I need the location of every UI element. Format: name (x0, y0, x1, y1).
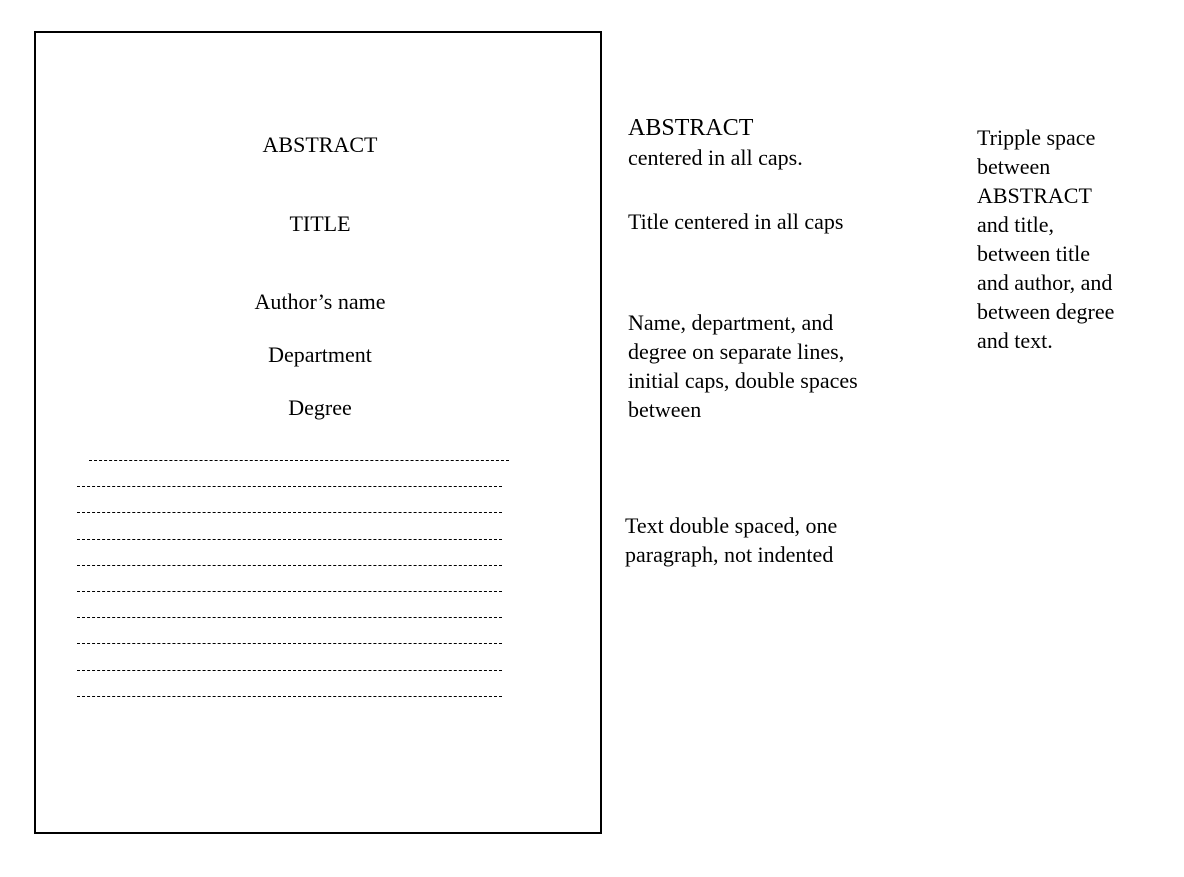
note-line: degree on separate lines, (628, 339, 845, 364)
note-line: between degree (977, 299, 1115, 324)
text-placeholder-line (77, 617, 502, 620)
note-text-spacing (625, 511, 837, 569)
page-abstract-heading: ABSTRACT (262, 132, 378, 157)
page-department: Department (268, 342, 372, 367)
note-abstract (628, 114, 803, 172)
note-line: and title, (977, 212, 1054, 237)
note-abstract-text: centered in all caps. (628, 145, 803, 170)
note-line: between title (977, 241, 1091, 266)
text-placeholder-line (77, 591, 502, 594)
text-placeholder-line (77, 565, 502, 568)
note-triple-space (977, 123, 1114, 355)
note-line: Tripple space (977, 125, 1096, 150)
note-line: Name, department, and (628, 310, 834, 335)
note-line: ABSTRACT (977, 183, 1092, 208)
page-author-name: Author’s name (254, 289, 386, 314)
note-line: and text. (977, 328, 1053, 353)
text-placeholder-line (77, 643, 502, 646)
text-placeholder-line (89, 460, 509, 463)
note-name-department-degree (628, 308, 858, 424)
note-line: Text double spaced, one (625, 513, 838, 538)
text-placeholder-line (77, 486, 502, 489)
note-abstract-heading: ABSTRACT (628, 115, 754, 141)
text-placeholder-line (77, 696, 502, 699)
note-title (628, 207, 843, 236)
note-line: between (977, 154, 1051, 179)
text-placeholder-line (77, 539, 502, 542)
note-line: and author, and (977, 270, 1113, 295)
text-placeholder-line (77, 512, 502, 515)
note-line: between (628, 397, 702, 422)
abstract-page-sample (34, 31, 602, 834)
page-degree: Degree (288, 395, 352, 420)
note-title-text: Title centered in all caps (628, 209, 844, 234)
page-title: TITLE (289, 211, 351, 236)
text-placeholder-line (77, 670, 502, 673)
note-line: initial caps, double spaces (628, 368, 858, 393)
note-line: paragraph, not indented (625, 542, 834, 567)
